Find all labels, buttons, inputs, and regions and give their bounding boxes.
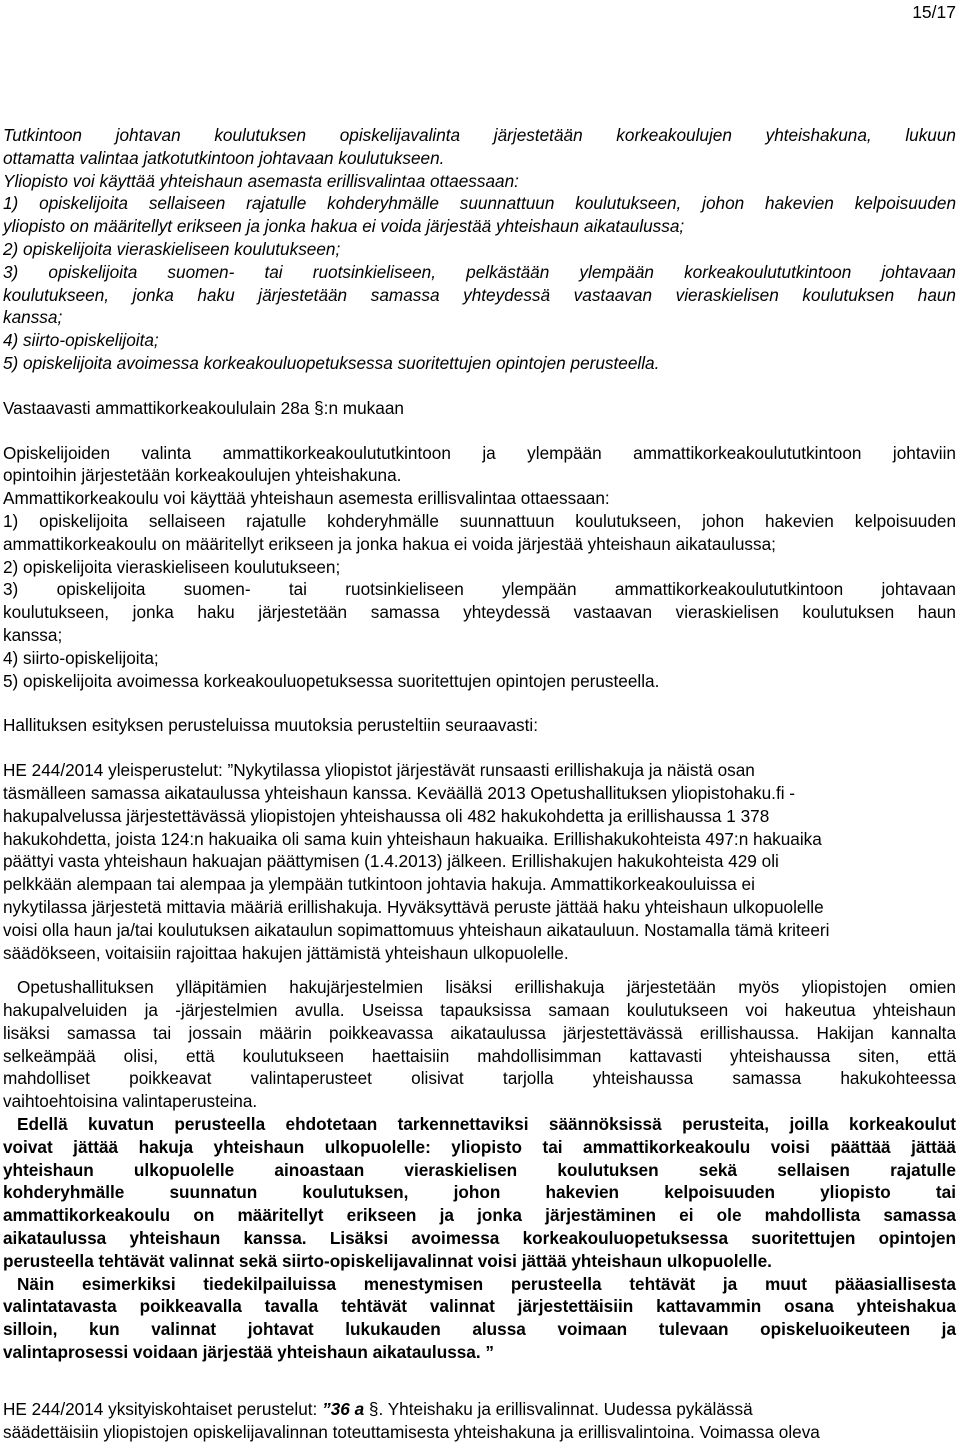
text-line: pelkkään alempaan tai alempaa ja ylempään tutkintoon johtavia hakuja. Ammattikorkeakouluissa ei bbox=[3, 874, 755, 895]
text-line: Ammattikorkeakoulu voi käyttää yhteishaun asemesta erillisvalintaa ottaessaan: bbox=[3, 488, 610, 509]
text-line: ammattikorkeakoulu on määritellyt erikseen ja jonka järjestäminen ei ole mahdollista samassa bbox=[3, 1205, 956, 1226]
text-line: ammattikorkeakoulu on määritellyt erikseen ja jonka hakua ei voida järjestää yhteishaun aikataulussa; bbox=[3, 533, 776, 554]
text-line: koulutukseen, jonka haku järjestetään samassa yhteydessä vastaavan vieraskielisen koulutuksen haun bbox=[3, 284, 956, 305]
detailed-rationale bbox=[3, 1398, 956, 1444]
text-line: hakupalveluiden ja -järjestelmien avulla. Useissa tapauksissa samaan koulutukseen voi hakeutua yhteishaun bbox=[3, 1000, 956, 1021]
text-line: silloin, kun valinnat johtavat lukukauden alussa voimaan tulevaan opiskeluoikeuteen ja bbox=[3, 1319, 956, 1340]
section-uas-law bbox=[3, 442, 956, 693]
text-line: päättyi vasta yhteishaun hakuajan päättymisen (1.4.2013) jälkeen. Erillishakujen hakukohteista 429 oli bbox=[3, 851, 779, 872]
text-line: 3) opiskelijoita suomen- tai ruotsinkieliseen, pelkästään ylempään korkeakoulututkintoon johtavaan bbox=[3, 261, 956, 282]
text-line: kanssa; bbox=[3, 624, 63, 645]
text-line: valintaprosessi voidaan järjestää yhteishaun aikataulussa. ” bbox=[3, 1342, 495, 1363]
text-line: kohderyhmälle suunnatun koulutuksen, johon hakevien kelpoisuuden yliopisto tai bbox=[3, 1182, 956, 1203]
text-line: lisäksi samassa tai jossain määrin poikkeavassa aikataulussa järjestettävässä erillishaussa. Hakijan kannalta bbox=[3, 1022, 956, 1043]
text-line: kanssa; bbox=[3, 307, 63, 328]
text-line: 4) siirto-opiskelijoita; bbox=[3, 647, 159, 668]
text-line: yhteishaun ulkopuolelle ainoastaan vieraskielisen koulutuksen sekä sellaisen rajatulle bbox=[3, 1159, 956, 1180]
text-line: perusteella tehtävät valinnat sekä siirto-opiskelijavalinnat voisi jättää yhteishaun ulkopuolelle. bbox=[3, 1250, 772, 1271]
text-line: yliopisto on määritellyt erikseen ja jonka hakua ei voida järjestää yhteishaun aikataulussa; bbox=[3, 216, 685, 237]
section-heading: Vastaavasti ammattikorkeakoululain 28a §:n mukaan bbox=[3, 397, 404, 418]
text-line: mahdolliset poikkeavat valintaperusteet olisivat tarjolla yhteishaussa samassa hakukohteessa bbox=[3, 1068, 956, 1089]
text-line: nykytilassa järjestetä mittavia määriä erillishakuja. Hyväksyttävä peruste jättää haku yhteishaun ulkopuolelle bbox=[3, 896, 824, 917]
text-line: koulutukseen, jonka haku järjestetään samassa yhteydessä vastaavan vieraskielisen koulutuksen haun bbox=[3, 602, 956, 623]
text-line: 2) opiskelijoita vieraskieliseen koulutukseen; bbox=[3, 556, 341, 577]
text-line: Tutkintoon johtavan koulutuksen opiskelijavalinta järjestetään korkeakoulujen yhteishakuna, lukuun bbox=[3, 125, 956, 145]
text-line: 4) siirto-opiskelijoita; bbox=[3, 330, 159, 351]
section-number: ”36 a bbox=[322, 1398, 365, 1419]
text-line: 1) opiskelijoita sellaiseen rajatulle kohderyhmälle suunnattuun koulutukseen, johon hakevien kelpoisuuden bbox=[3, 193, 956, 214]
text-line: Opiskelijoiden valinta ammattikorkeakoulututkintoon ja ylempään ammattikorkeakoulututkintoon johtaviin bbox=[3, 442, 956, 463]
text-line: 5) opiskelijoita avoimessa korkeakouluopetuksessa suoritettujen opintojen perusteella. bbox=[3, 352, 660, 373]
text-line: Opetushallituksen ylläpitämien hakujärjestelmien lisäksi erillishakuja järjestetään myös yliopistojen omien bbox=[17, 977, 956, 998]
text-line: 3) opiskelijoita suomen- tai ruotsinkieliseen ylempään ammattikorkeakoulututkintoon johtavaan bbox=[3, 579, 956, 600]
text-line: Yliopisto voi käyttää yhteishaun asemasta erillisvalintaa ottaessaan: bbox=[3, 170, 519, 191]
text-line: säädettäisiin yliopistojen opiskelijavalinnan toteuttamisesta yhteishakuna ja erillisvalintoina. Voimassa oleva bbox=[3, 1421, 820, 1442]
page-number: 15/17 bbox=[912, 2, 956, 22]
text-line: ottamatta valintaa jatkotutkintoon johtavaan koulutukseen. bbox=[3, 147, 445, 168]
text-line: vaihtoehtoisina valintaperusteina. bbox=[3, 1091, 258, 1112]
text-line: hakupalvelussa järjestettävässä yliopistojen yhteishaussa oli 482 hakukohdetta ja erillishaussa 1 378 bbox=[3, 805, 770, 826]
text-line: Edellä kuvatun perusteella ehdotetaan tarkennettaviksi säännöksissä perusteita, joilla korkeakoulut bbox=[17, 1114, 956, 1135]
text-line: aikataulussa yhteishaun kanssa. Lisäksi avoimessa korkeakouluopetuksessa suoritettujen opintojen bbox=[3, 1228, 956, 1249]
text-line: hakukohdetta, joista 124:n hakuaika oli sama kuin yhteishaun hakuaika. Erillishakukohteista 497:n hakuaika bbox=[3, 828, 822, 849]
text-line: opintoihin järjestetään korkeakoulujen yhteishakuna. bbox=[3, 465, 402, 486]
text-span: HE 244/2014 yksityiskohtaiset perustelut: bbox=[3, 1398, 323, 1419]
text-line: 2) opiskelijoita vieraskieliseen koulutukseen; bbox=[3, 238, 341, 259]
text-line: 1) opiskelijoita sellaiseen rajatulle kohderyhmälle suunnattuun koulutukseen, johon hakevien kelpoisuuden bbox=[3, 510, 956, 531]
document-body bbox=[3, 124, 956, 1443]
section-university-law bbox=[3, 124, 956, 375]
text-line: selkeämpää olisi, että koulutukseen haettaisiin mahdollisimman kattavasti yhteishaussa siten, että bbox=[3, 1045, 956, 1066]
text-line: Näin esimerkiksi tiedekilpailuissa menestymisen perusteella tehtävät ja muut pääasiallisesta bbox=[17, 1273, 956, 1294]
text-line: valintatavasta poikkeavalla tavalla tehtävät valinnat järjestettäisiin kattavammin osana yhteishakua bbox=[3, 1296, 956, 1317]
text-line: täsmälleen samassa aikataulussa yhteishaun kanssa. Keväällä 2013 Opetushallituksen yliopistohaku.fi - bbox=[3, 782, 796, 803]
section-heading: Hallituksen esityksen perusteluissa muutoksia perusteltiin seuraavasti: bbox=[3, 715, 538, 736]
text-span: §. Yhteishaku ja erillisvalinnat. Uudessa pykälässä bbox=[364, 1398, 753, 1419]
text-line: HE 244/2014 yleisperustelut: ”Nykytilassa yliopistot järjestävät runsaasti erillishakuja ja näistä osan bbox=[3, 760, 755, 781]
text-line: voisi olla haun ja/tai koulutuksen aikataulun sopimattomuus yhteishaun aikatauluun. Nostamalla tämä kriteeri bbox=[3, 919, 830, 940]
text-line: säädökseen, voitaisiin rajoittaa hakujen jättämistä yhteishaun ulkopuolelle. bbox=[3, 942, 569, 963]
text-line: 5) opiskelijoita avoimessa korkeakouluopetuksessa suoritettujen opintojen perusteella. bbox=[3, 670, 660, 691]
text-line: voivat jättää hakuja yhteishaun ulkopuolelle: yliopisto tai ammattikorkeakoulu voisi päättää jättää bbox=[3, 1136, 956, 1157]
government-proposal-quote bbox=[3, 759, 956, 1364]
